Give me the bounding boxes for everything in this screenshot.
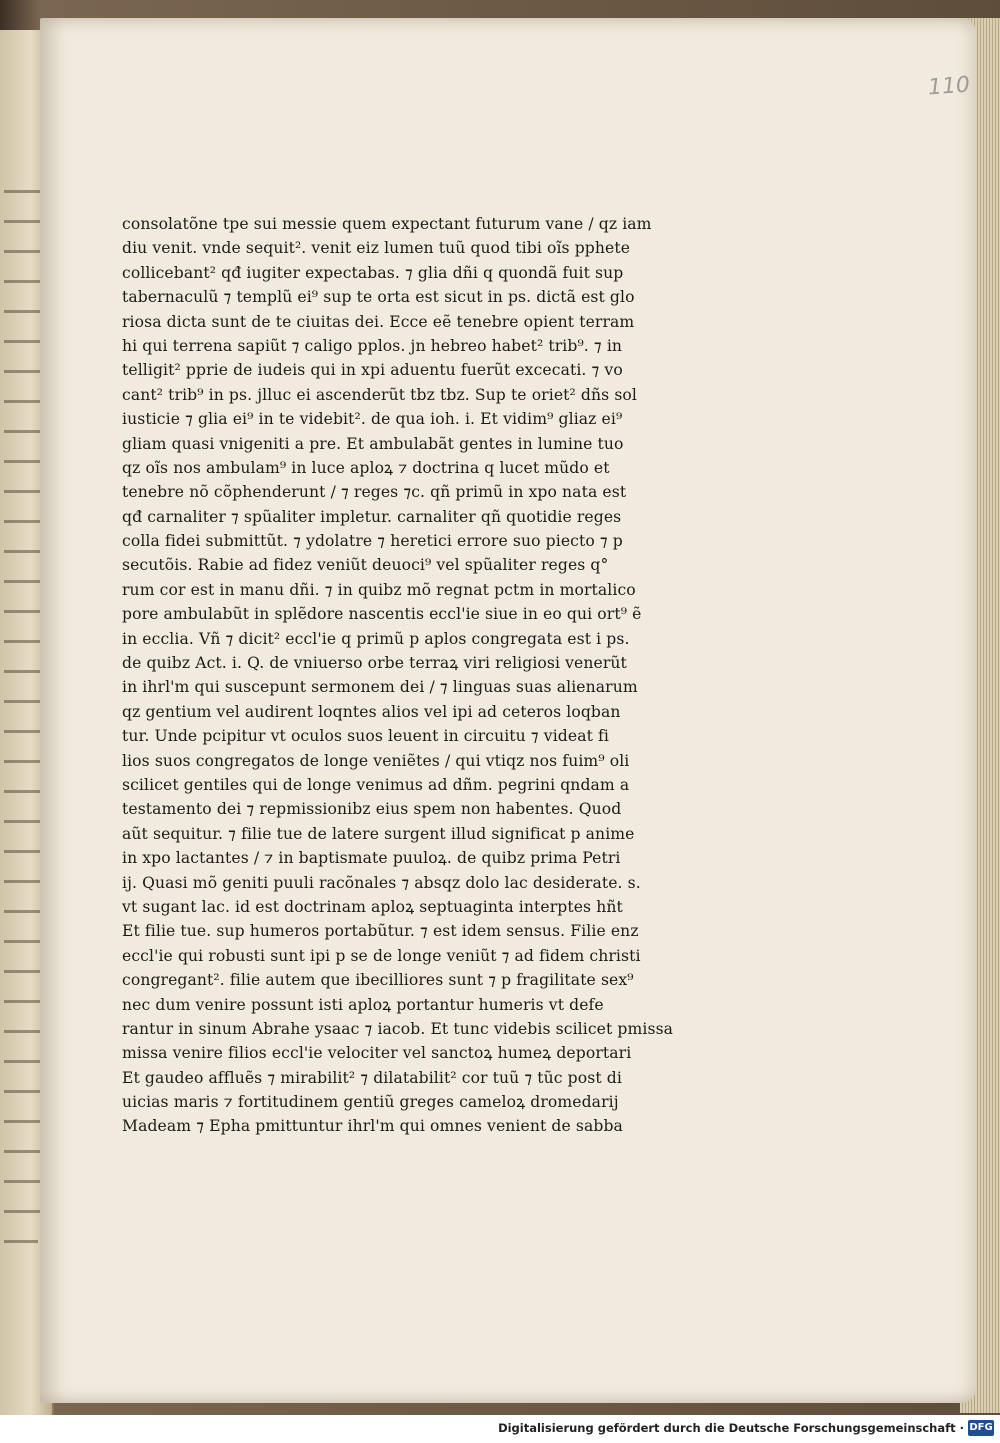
text-line: tabernaculũ ⁊ templũ ei⁹ sup te orta est sicut in ps. dictã est glo [122, 288, 635, 307]
text-line: tenebre nõ cõphenderunt / ⁊ reges ⁊c. qñ primũ in xpo nata est [122, 483, 627, 502]
text-line: collicebant² qđ iugiter expectabas. ⁊ glia dñi q quondã fuit sup [122, 263, 624, 282]
text-line: diu venit. vnde sequit². venit eiz lumen tuũ quod tibi oĩs pphete [122, 239, 631, 258]
text-line: nec dum venire possunt isti aploꝝ portantur humeris vt defe [122, 995, 604, 1014]
text-line: de quibz Act. i. Q. de vniuerso orbe terraꝝ viri religiosi venerũt [122, 654, 627, 673]
text-line: rantur in sinum Abrahe ysaac ⁊ iacob. Et tunc videbis scilicet pmissa [122, 1019, 674, 1038]
text-line: aũt sequitur. ⁊ filie tue de latere surgent illud significat p anime [122, 824, 635, 843]
text-line: qz gentium vel audirent loqntes alios vel ipi ad ceteros loqban [122, 702, 621, 721]
text-line: rum cor est in manu dñi. ⁊ in quibz mõ regnat pctm in mortalico [122, 580, 636, 599]
text-line: tur. Unde pcipitur vt oculos suos leuent in circuitu ⁊ videat fi [122, 727, 609, 746]
text-line: gliam quasi vnigeniti a pre. Et ambulabãt gentes in lumine tuo [122, 434, 624, 453]
text-line: riosa dicta sunt de te ciuitas dei. Ecce eẽ tenebre opient terram [122, 312, 635, 331]
funding-footer [0, 1415, 1000, 1443]
text-line: iusticie ⁊ glia ei⁹ in te videbit². de qua ioh. i. Et vidim⁹ gliaz ei⁹ [122, 410, 623, 429]
text-line: lios suos congregatos de longe veniẽtes / qui vtiqz nos fuim⁹ oli [122, 751, 630, 770]
text-line: scilicet gentiles qui de longe venimus ad dñm. pegrini qndam a [122, 775, 630, 794]
text-line: in ecclia. Vñ ⁊ dicit² eccl'ie q primũ p aplos congregata est i ps. [122, 629, 630, 648]
text-line: Et gaudeo affluẽs ⁊ mirabilit² ⁊ dilatabilit² cor tuũ ⁊ tũc post di [122, 1068, 622, 1087]
text-line: secutõis. Rabie ad fidez veniũt deuoci⁹ vel spũaliter reges q° [122, 556, 609, 575]
text-line: congregant². filie autem que ibecilliores sunt ⁊ p fragilitate sex⁹ [122, 971, 634, 990]
text-line: missa venire filios eccl'ie velociter vel sanctoꝝ humeꝝ deportari [122, 1044, 632, 1063]
text-line: ij. Quasi mõ geniti puuli racõnales ⁊ absqz dolo lac desiderate. s. [122, 873, 641, 892]
text-block [122, 212, 772, 1139]
text-line: in ihrl'm qui suscepunt sermonem dei / ⁊ linguas suas alienarum [122, 678, 638, 697]
text-line: eccl'ie qui robusti sunt ipi p se de longe veniũt ⁊ ad fidem christi [122, 946, 641, 965]
text-line: hi qui terrena sapiũt ⁊ caligo pplos. jn hebreo habet² trib⁹. ⁊ in [122, 336, 623, 355]
text-line: pore ambulabũt in splẽdore nascentis eccl'ie siue in eo qui ort⁹ ẽ [122, 605, 642, 624]
text-line: testamento dei ⁊ repmissionibz eius spem non habentes. Quod [122, 800, 622, 819]
text-line: qz oĩs nos ambulam⁹ in luce aploꝝ ⁊ doctrina q lucet mũdo et [122, 458, 610, 477]
text-line: consolatõne tpe sui messie quem expectant futurum vane / qz iam [122, 215, 652, 233]
text-line: telligit² pprie de iudeis qui in xpi aduentu fuerũt excecati. ⁊ vo [122, 361, 623, 380]
funding-credit: Digitalisierung gefördert durch die Deutsche Forschungsgemeinschaft · [498, 1421, 964, 1435]
text-line: Madeam ⁊ Epha pmittuntur ihrl'm qui omnes venient de sabba [122, 1117, 623, 1136]
text-line: Et filie tue. sup humeros portabũtur. ⁊ est idem sensus. Filie enz [122, 922, 639, 941]
text-line: colla fidei submittũt. ⁊ ydolatre ⁊ heretici errore suo piecto ⁊ p [122, 532, 623, 551]
text-line: cant² trib⁹ in ps. jlluc ei ascenderũt tbz tbz. Sup te oriet² dñs sol [122, 385, 637, 404]
text-line: in xpo lactantes / ⁊ in baptismate puuloꝝ. de quibz prima Petri [122, 849, 621, 868]
text-line: qđ carnaliter ⁊ spũaliter impletur. carnaliter qñ quotidie reges [122, 507, 622, 526]
text-line: uicias maris ⁊ fortitudinem gentiũ greges cameloꝝ dromedarij [122, 1093, 619, 1112]
text-line: vt sugant lac. id est doctrinam aploꝝ septuaginta interptes hñt [122, 897, 623, 916]
folio-number: 110 [927, 72, 971, 101]
dfg-logo-icon: DFG [968, 1420, 994, 1436]
